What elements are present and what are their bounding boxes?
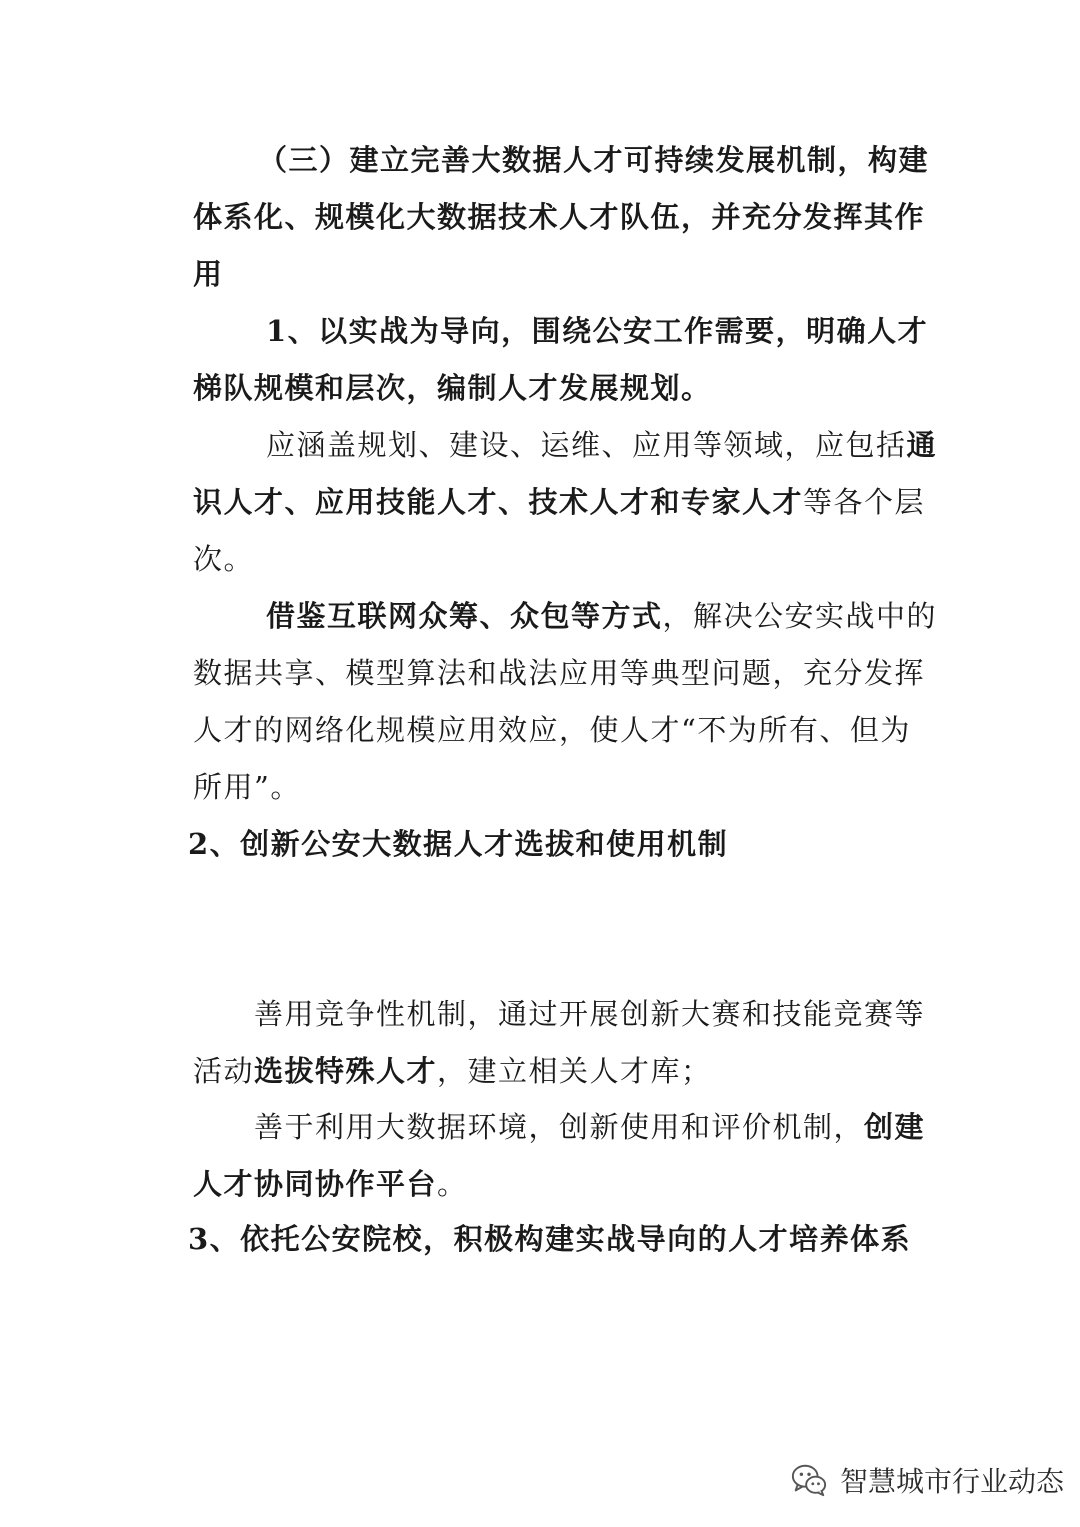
watermark-text: 智慧城市行业动态	[840, 1465, 1065, 1498]
item1-para1-text-2: 等各个层	[803, 485, 926, 519]
item2-para2-line-2	[193, 1166, 468, 1202]
section-heading-line-1: （三）建立完善大数据人才可持续发展机制，构建	[258, 143, 930, 177]
item2-para1-line-1: 善用竞争性机制，通过开展创新大赛和技能竞赛等	[254, 997, 926, 1031]
item2-para2-emphasis-2: 人才协同协作平台	[193, 1167, 438, 1201]
item2-para2-text-2: 。	[437, 1167, 468, 1201]
item1-para1-emphasis-2: 识人才、应用技能人才、技术人才和专家人才	[193, 485, 804, 519]
item2-para2-line-1	[254, 1109, 925, 1145]
item1-para2-text: ，解决公安实战中的	[662, 599, 938, 633]
watermark	[790, 1458, 1064, 1502]
item1-para1-line-2	[193, 484, 925, 520]
section-heading-line-2: 体系化、规模化大数据技术人才队伍，并充分发挥其作	[193, 200, 926, 234]
item1-para2-line-3: 人才的网络化规模应用效应，使人才“不为所有、但为	[193, 713, 911, 747]
item1-para2-emphasis: 借鉴互联网众筹、众包等方式	[266, 599, 663, 633]
item1-title-line-1: 1、以实战为导向，围绕公安工作需要，明确人才	[266, 314, 929, 348]
section-heading-line-3: 用	[193, 257, 224, 291]
item2-para1-emphasis: 选拔特殊人才	[254, 1054, 438, 1088]
item1-para2-line-2: 数据共享、模型算法和战法应用等典型问题，充分发挥	[193, 656, 926, 690]
item2-title: 2、创新公安大数据人才选拔和使用机制	[188, 827, 729, 861]
item1-para1-text: 应涵盖规划、建设、运维、应用等领域，应包括	[266, 428, 907, 462]
item2-para2-emphasis: 创建	[864, 1110, 926, 1144]
item1-para1-line-1	[266, 427, 937, 463]
item3-title: 3、依托公安院校，积极构建实战导向的人才培养体系	[188, 1222, 912, 1256]
item1-para2-line-4: 所用”。	[193, 770, 301, 804]
item2-para1-text-a: 活动	[193, 1054, 255, 1088]
item1-title-line-2: 梯队规模和层次，编制人才发展规划。	[193, 371, 712, 405]
wechat-icon	[790, 1461, 828, 1499]
item1-para2-line-1	[266, 598, 937, 634]
item2-para1-text-b: ，建立相关人才库；	[437, 1054, 712, 1088]
item2-para2-text: 善于利用大数据环境，创新使用和评价机制，	[254, 1110, 865, 1144]
item1-para1-emphasis: 通	[906, 428, 938, 462]
item2-para1-line-2	[193, 1053, 712, 1089]
item1-para1-line-3: 次。	[193, 542, 255, 576]
